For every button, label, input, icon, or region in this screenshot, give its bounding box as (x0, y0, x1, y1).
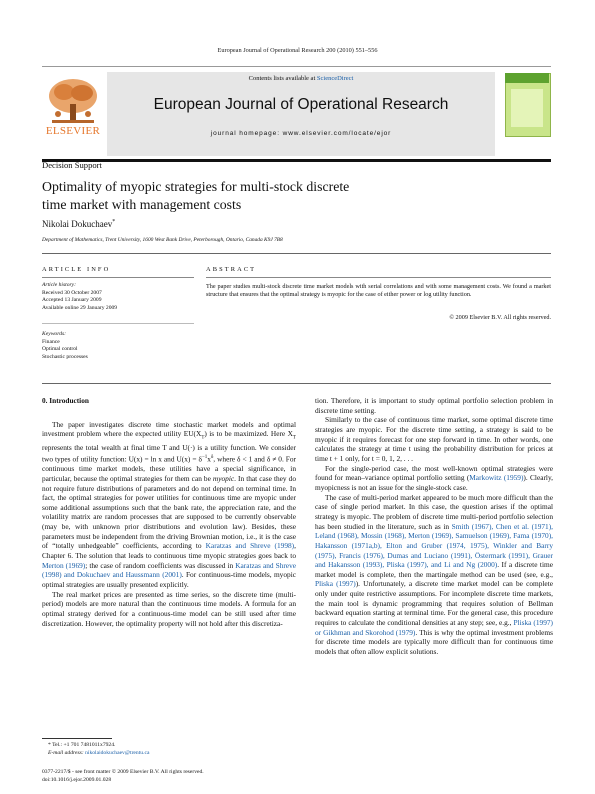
citation-link[interactable]: Merton (1969) (42, 560, 86, 570)
history-label: Article history: (42, 282, 77, 288)
journal-title: European Journal of Operational Research (153, 96, 449, 113)
author-text: Nikolai Dokuchaev (42, 219, 113, 229)
sciencedirect-link[interactable]: ScienceDirect (316, 75, 354, 82)
keywords-label: Keywords: (42, 331, 67, 337)
masthead-rule (42, 159, 551, 162)
author-footnote (48, 742, 149, 758)
keyword: Finance (42, 338, 60, 345)
elsevier-tree-logo (44, 76, 102, 126)
paragraph: For the single-period case, the most well-known optimal strategies were found for mean–variance optimal portfolio setting (Markowitz (1959)). Clearly, myopicness is not an issue for the single-stock case. (315, 463, 554, 492)
title-line-2: time market with management costs (42, 197, 242, 212)
footnote-rule (42, 738, 112, 739)
divider-rule (42, 253, 551, 254)
online-date: Available online 29 January 2009 (42, 304, 118, 311)
paragraph: The case of multi-period market appeared to be much more difficult than the case of single period market. In this case, the question arises if the optimal strategy is myopic. The problem of discrete time multi-period portfolio selection has been studied in the literature, such as in Smith (1967), Chen et al. (1971), Leland (1968), Mossin (1968), Merton (1969), Samuelson (1969), Fama (1970), Hakansson (1971a,b), Elton and Gruber (1974, 1975), Winkler and Barry (1975), Francis (1976), Dumas and Luciano (1991), Östermark (1991), Grauer and Hakansson (1993), Pliska (1997), and Li and Ng (2000). If a discrete time market model is complete, then the martingale method can be used (see, e.g., Pliska (1997)). Unfortunately, a discrete time market model can be complete only under quite restrictive assumptions. For incomplete discrete time markets, the main tool is dynamic programming that requires solution of Bellman backward equation starting at terminal time. For the general case, this procedure requires to calculate the conditional densities at any step; see, e.g., Pliska (1997) or Gikhman and Skorohod (1979). This is why the optimal investment problems for discrete time models are typically more difficult than for continuous time models that often allow explicit solutions. (315, 492, 554, 657)
right-column (315, 396, 553, 657)
left-column (42, 396, 296, 628)
article-info-caption: ARTICLE INFO (42, 266, 111, 273)
email-link[interactable]: nikolaidokuchaev@trentu.ca (85, 749, 150, 756)
citation-link[interactable]: Pliska (1997) (315, 579, 356, 589)
abstract-caption: ABSTRACT (206, 266, 257, 273)
article-title (42, 178, 402, 214)
received-date: Received 30 October 2007 (42, 289, 102, 296)
accepted-date: Accepted 13 January 2009 (42, 297, 102, 303)
section-heading: 0. Introduction (42, 396, 89, 405)
header-rule (42, 66, 551, 67)
cover-illustration (511, 89, 543, 127)
paragraph: The paper investigates discrete time stochastic market models and optimal investment problem where the expected utility $EU(X_T)$ is to be maximized. Here $X_T$ represents the total wealth at final time T and U(·) is a utility function. We consider two types of utility function: U(x) = ln x and $U(x) = \delta^{-1}x^\delta$, where δ < 1 and δ ≠ 0. For continuous time market models, these utilities have a special significance, in particular, because the optimal strategies for them can be myopic. In that case they do not require future distributions of parameters and do not depend on terminal time. In fact, the optimal strategies for power utilities for continuous time are myopic under some additional assumptions such that the bank rate, the appreciation rate, and the volatility matrix are random processes that are supposed to be currently observable (may be, with unknown prior distributions and evolution law). Besides, these parameters must be independent from the driving Brownian motion, i.e., it is the case of “totally unhedgeable” coefficients, according to Karatzas and Shreve (1998), Chapter 6. The solution that leads to continuous time myopic strategies goes back to Merton (1969); the case of random coefficients was discussed in Karatzas and Shreve (1998) and Dokuchaev and Haussmann (2001). For continuous-time models, myopic optimal strategies are usually presented explicitly. (42, 419, 296, 590)
citation-link[interactable]: Smith (1967), Chen et al. (1971), Leland (1968), Mossin (1968), Merton (1969), Samuelson (1969), Fama (1970), Hakansson (1971a,b), Elton and Gruber (1974, 1975), Winkler and Barry (1975), Francis (1976), Dumas and Luciano (1991), Östermark (1991), Grauer and Hakansson (1993), Pliska (1997), and Li and Ng (2000) (315, 521, 554, 570)
footnote-tel: * Tel.: +1 701 7481011x7924. (48, 742, 116, 748)
contents-prefix: Contents lists available at (248, 75, 317, 82)
keyword: Optimal control (42, 346, 78, 352)
author-footnote-mark[interactable]: * (112, 219, 116, 225)
issn-doi-block (42, 769, 204, 785)
email-label: E-mail address: (48, 749, 86, 756)
abstract-rule (206, 277, 551, 278)
info-rule (42, 277, 194, 278)
author-name (42, 219, 115, 229)
section-label: Decision Support (42, 160, 102, 170)
footnote-email-line (48, 750, 149, 758)
paragraph: The real market prices are presented as time series, so the discrete time (multi-period) models are more natural than the continuous time models. A formula for an optimal strategy derived for a continuous-time model can be still used after time discretization. However, the optimality property will not hold after this discretiza- (42, 589, 296, 628)
cover-header-band (505, 73, 549, 83)
journal-homepage[interactable]: journal homepage: www.elsevier.com/locate/ejor (210, 130, 392, 137)
publisher-wordmark: ELSEVIER (45, 125, 101, 137)
affiliation: Department of Mathematics, Trent University, 1600 West Bank Drive, Peterborough, Ontario, Canada K9J 7B8 (42, 237, 283, 243)
paragraph: Similarly to the case of continuous time market, some optimal discrete time strategies are myopic. For the discrete time setting, a strategy is said to be myopic if it requires forecast for one step forward in time. In other words, one calculates the strategy at time t using the probability distribution for prices at time t + 1 only, for t = 0, 1, 2, . . . (315, 415, 553, 463)
copyright-line: © 2009 Elsevier B.V. All rights reserved. (449, 314, 551, 321)
article-history (42, 282, 117, 312)
citation-link[interactable]: Karatzas and Shreve (1998) and Dokuchaev and Haussmann (2001) (42, 560, 296, 580)
paragraph: tion. Therefore, it is important to study optimal portfolio selection problem in discrete time setting. (315, 396, 553, 415)
citation-link[interactable]: Karatzas and Shreve (1998) (205, 541, 295, 551)
citation-link[interactable]: Pliska (1997) or Gikhman and Skorohod (1979) (315, 618, 553, 637)
issn-line: 0377-2217/$ - see front matter © 2009 Elsevier B.V. All rights reserved. (42, 769, 204, 775)
doi-line[interactable]: doi:10.1016/j.ejor.2009.01.028 (42, 776, 112, 783)
abstract-text: The paper studies multi-stock discrete time market models with serial correlations and with some management costs. We found a market structure that ensures that the optimal strategy is myopic for the case of either power or log utility function. (206, 283, 551, 299)
title-line-1: Optimality of myopic strategies for multi-stock discrete (42, 179, 350, 194)
contents-line (107, 75, 495, 82)
divider-rule (42, 383, 551, 384)
keyword: Stochastic processes (42, 353, 88, 360)
citation-link[interactable]: Markowitz (1959) (469, 473, 524, 483)
masthead-panel (107, 72, 495, 156)
keywords-block (42, 331, 88, 361)
running-head: European Journal of Operational Research 200 (2010) 551–556 (217, 47, 378, 54)
